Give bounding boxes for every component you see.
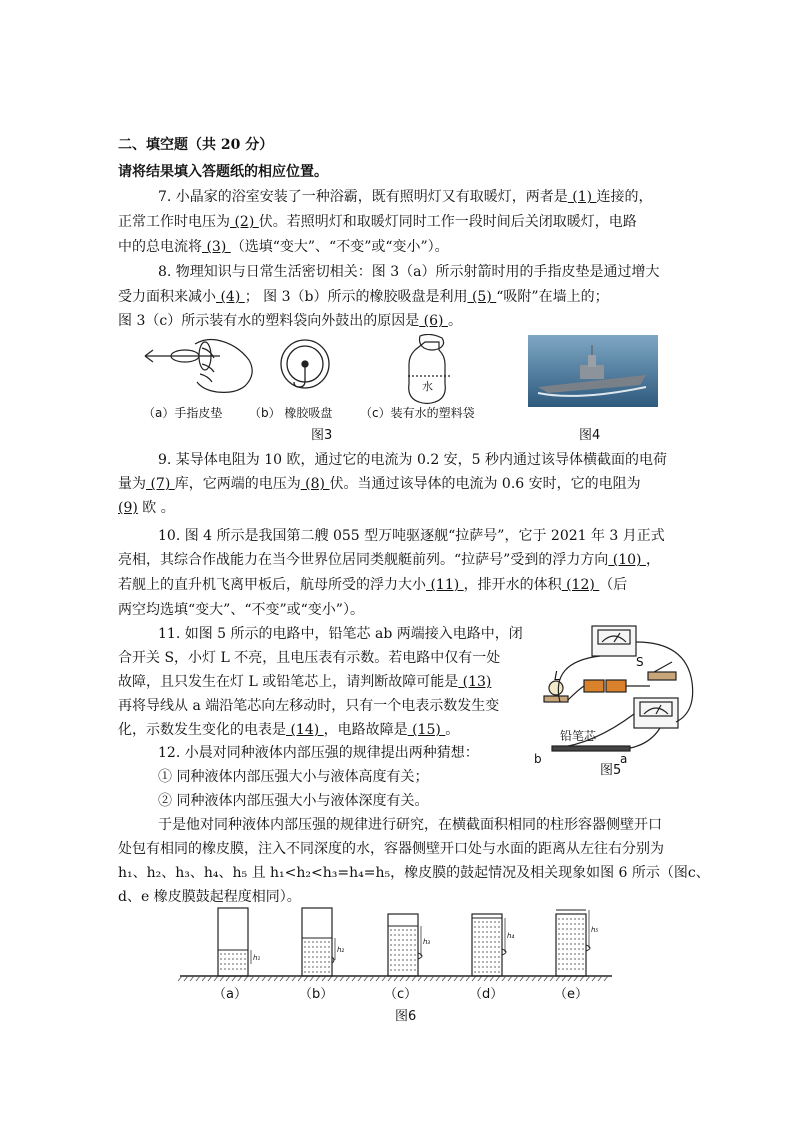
lamp-l	[544, 681, 568, 702]
hatch-mark	[442, 976, 446, 981]
q12-para3: h₁、h₂、h₃、h₄、h₅ 且 h₁<h₂<h₃=h₄=h₅，橡皮膜的鼓起情况及相关现象如图 6 所示（图c、	[118, 865, 710, 881]
q7-text: 连接的，	[596, 189, 653, 205]
q8-text: “吸附”在墙上的；	[496, 289, 609, 305]
figure-3-drawing	[140, 334, 510, 406]
container-2	[302, 908, 344, 976]
hatch-mark	[376, 976, 380, 981]
hatch-mark	[178, 976, 182, 981]
q9-line3	[118, 499, 175, 517]
ground-hatching	[178, 976, 608, 981]
voltmeter-top	[592, 626, 636, 656]
lamp-label: L	[554, 669, 561, 683]
hatch-mark	[226, 976, 230, 981]
q10-text: 若舰上的直升机飞离甲板后，航母所受的浮力大小	[118, 577, 426, 593]
answer-blank-5[interactable]: (5)	[467, 289, 497, 305]
rubber-membrane	[418, 953, 422, 959]
fig3-caption-b: （b） 橡胶吸盘	[249, 406, 333, 420]
container-1	[218, 908, 260, 976]
q10-text: ，排开水的体积	[463, 577, 562, 593]
q11-line1: 11. 如图 5 所示的电路中，铅笔芯 ab 两端接入电路中，闭	[158, 626, 523, 642]
hatch-mark	[328, 976, 332, 981]
q7-line3	[118, 238, 449, 256]
end-a-label: a	[620, 752, 628, 766]
hatch-mark	[262, 976, 266, 981]
q7-text: 正常工作时电压为	[118, 214, 230, 230]
answer-blank-6[interactable]: (6)	[419, 313, 448, 329]
depth-label-h5: h₅	[591, 926, 599, 934]
water-bag-drawing	[408, 334, 450, 403]
answer-blank-14[interactable]: (14)	[286, 722, 324, 738]
destroyer-photo	[528, 335, 658, 407]
q11-text: 。	[445, 722, 460, 738]
depth-label-h1: h₁	[253, 954, 261, 962]
pencil-lead	[552, 746, 630, 751]
q10-line2	[118, 551, 660, 569]
q10-text: ，	[645, 552, 660, 568]
hatch-mark	[568, 976, 572, 981]
answer-blank-2[interactable]: (2)	[230, 214, 259, 230]
hatch-mark	[424, 976, 428, 981]
answer-blank-15[interactable]: (15)	[407, 722, 446, 738]
hatch-mark	[286, 976, 290, 981]
finger-pad-drawing	[145, 340, 252, 393]
hatch-mark	[208, 976, 212, 981]
hatch-mark	[220, 976, 224, 981]
hatch-mark	[592, 976, 596, 981]
hatch-mark	[418, 976, 422, 981]
fig3-caption-c: （c）装有水的塑料袋	[360, 406, 475, 420]
q9-line1: 9. 某导体电阻为 10 欧，通过它的电流为 0.2 安，5 秒内通过该导体横截面的电荷	[158, 452, 668, 468]
water-label: 水	[422, 380, 433, 393]
answer-blank-8[interactable]: (8)	[300, 476, 330, 492]
figure-5-circuit	[530, 622, 700, 772]
hatch-mark	[550, 976, 554, 981]
depth-label-h4: h₄	[507, 932, 515, 940]
fig6-caption-d: （d）	[469, 987, 504, 1002]
answer-blank-3[interactable]: (3)	[202, 239, 231, 255]
hatch-mark	[334, 976, 338, 981]
hatch-mark	[412, 976, 416, 981]
hatch-mark	[484, 976, 488, 981]
hatch-mark	[556, 976, 560, 981]
hatch-mark	[340, 976, 344, 981]
q11-line5	[118, 721, 459, 739]
hatch-mark	[586, 976, 590, 981]
battery	[584, 680, 626, 692]
q10-line4: 两空均选填“变大”、“不变”或“变小”）。	[118, 602, 364, 618]
q8-line3	[118, 312, 462, 330]
hatch-mark	[460, 976, 464, 981]
fig4-label: 图4	[579, 428, 601, 443]
q10-line1: 10. 图 4 所示是我国第二艘 055 型万吨驱逐舰“拉萨号”，它于 2021 年 3 月正式	[158, 528, 665, 544]
answer-blank-4[interactable]: (4)	[216, 289, 245, 305]
q8-text: 受力面积来减小	[118, 289, 216, 305]
hatch-mark	[598, 976, 602, 981]
q8-text: ； 图 3（b）所示的橡胶吸盘是利用	[244, 289, 468, 305]
q8-text: 图 3（c）所示装有水的塑料袋向外鼓出的原因是	[118, 313, 420, 329]
fig6-caption-e: （e）	[554, 987, 588, 1002]
hatch-mark	[382, 976, 386, 981]
q11-line3	[118, 673, 491, 691]
hatch-mark	[352, 976, 356, 981]
hatch-mark	[274, 976, 278, 981]
q7-line2	[118, 213, 637, 231]
hatch-mark	[400, 976, 404, 981]
hatch-mark	[244, 976, 248, 981]
rubber-membrane	[502, 949, 506, 955]
q12-para2: 处包有相同的橡皮膜，注入不同深度的水，容器侧壁开口处与水面的距离从左往右分别为	[118, 841, 664, 857]
pencil-label: 铅笔芯	[560, 729, 597, 743]
switch-s	[648, 662, 676, 680]
fig6-caption-c: （c）	[384, 987, 418, 1002]
hatch-mark	[304, 976, 308, 981]
hatch-mark	[250, 976, 254, 981]
hatch-mark	[232, 976, 236, 981]
hatch-mark	[430, 976, 434, 981]
hatch-mark	[388, 976, 392, 981]
fig6-caption-a: （a）	[213, 987, 247, 1002]
hatch-mark	[364, 976, 368, 981]
q11-text: ，电路故障是	[323, 722, 408, 738]
q11-text: 故障，且只发生在灯 L 或铅笔芯上，请判断故障可能是	[118, 674, 459, 690]
hatch-mark	[268, 976, 272, 981]
q9-text: 量为	[118, 476, 146, 492]
q7-text: 伏。若照明灯和取暖灯同时工作一段时间后关闭取暖灯，电路	[258, 214, 637, 230]
hatch-mark	[538, 976, 542, 981]
container-wall	[218, 908, 248, 976]
answer-blank-12[interactable]: (12)	[561, 577, 600, 593]
end-b-label: b	[534, 752, 542, 766]
hatch-mark	[394, 976, 398, 981]
hatch-mark	[310, 976, 314, 981]
section-title: 二、填空题（共 20 分）	[118, 137, 274, 153]
depth-label-h2: h₂	[337, 946, 345, 954]
q12-guess1: ① 同种液体内部压强大小与液体高度有关；	[158, 769, 429, 785]
q10-text: （后	[599, 577, 628, 593]
ammeter-bottom	[634, 698, 678, 728]
figure-6-containers	[176, 904, 616, 986]
q8-text: 。	[447, 313, 462, 329]
container-5	[556, 910, 598, 976]
hatch-mark	[292, 976, 296, 981]
answer-blank-1[interactable]: (1)	[567, 189, 597, 205]
q12-line1: 12. 小晨对同种液体内部压强的规律提出两种猜想：	[158, 745, 479, 761]
hatch-mark	[526, 976, 530, 981]
hatch-mark	[436, 976, 440, 981]
hatch-mark	[466, 976, 470, 981]
q11-line2: 合开关 S，小灯 L 不亮，且电压表有示数。若电路中仅有一处	[118, 650, 501, 666]
hatch-mark	[298, 976, 302, 981]
hatch-mark	[514, 976, 518, 981]
q7-text: （选填“变大”、“不变”或“变小”）。	[230, 239, 449, 255]
q9-text: 欧 。	[142, 500, 175, 516]
fig3-label: 图3	[311, 428, 333, 443]
answer-blank-13[interactable]: (13)	[458, 674, 492, 690]
hatch-mark	[256, 976, 260, 981]
q11-text: 化，示数发生变化的电表是	[118, 722, 286, 738]
hatch-mark	[496, 976, 500, 981]
answer-blank-9[interactable]: (9)	[118, 500, 138, 516]
suction-cup-drawing	[281, 340, 329, 388]
answer-blank-7[interactable]: (7)	[146, 476, 175, 492]
hatch-mark	[358, 976, 362, 981]
hatch-mark	[580, 976, 584, 981]
hatch-mark	[520, 976, 524, 981]
q10-line3	[118, 576, 627, 594]
switch-label: S	[636, 655, 644, 669]
fig3-caption-a: （a）手指皮垫	[143, 406, 223, 420]
container-wall	[556, 914, 586, 976]
q7-line1	[158, 188, 653, 206]
hatch-mark	[184, 976, 188, 981]
hatch-mark	[316, 976, 320, 981]
hatch-mark	[472, 976, 476, 981]
container-4	[472, 914, 514, 976]
hatch-mark	[448, 976, 452, 981]
q8-line2	[118, 288, 609, 306]
q9-text: 库，它两端的电压为	[174, 476, 301, 492]
depth-label-h3: h₃	[423, 938, 431, 946]
hatch-mark	[214, 976, 218, 981]
hatch-mark	[238, 976, 242, 981]
q12-para4: d、e 橡皮膜鼓起程度相同）。	[118, 889, 301, 905]
instruction: 请将结果填入答题纸的相应位置。	[118, 164, 328, 180]
q12-guess2: ② 同种液体内部压强大小与液体深度有关。	[158, 793, 429, 809]
hatch-mark	[406, 976, 410, 981]
hatch-mark	[574, 976, 578, 981]
fig5-label: 图5	[600, 763, 622, 778]
hatch-mark	[322, 976, 326, 981]
fig6-label: 图6	[395, 1009, 417, 1024]
answer-blank-11[interactable]: (11)	[426, 577, 464, 593]
q8-line1: 8. 物理知识与日常生活密切相关：图 3（a）所示射箭时用的手指皮垫是通过增大	[158, 264, 660, 280]
hatch-mark	[190, 976, 194, 981]
fig6-caption-b: （b）	[299, 987, 334, 1002]
hatch-mark	[196, 976, 200, 981]
hatch-mark	[280, 976, 284, 981]
q7-text: 中的总电流将	[118, 239, 202, 255]
q9-line2	[118, 475, 641, 493]
hatch-mark	[508, 976, 512, 981]
hatch-mark	[544, 976, 548, 981]
hatch-mark	[532, 976, 536, 981]
q12-para1: 于是他对同种液体内部压强的规律进行研究，在横截面积相同的柱形容器侧壁开口	[158, 817, 662, 833]
hatch-mark	[478, 976, 482, 981]
container-3	[388, 914, 430, 976]
hatch-mark	[490, 976, 494, 981]
hatch-mark	[502, 976, 506, 981]
answer-blank-10[interactable]: (10)	[608, 552, 646, 568]
hatch-mark	[202, 976, 206, 981]
hatch-mark	[370, 976, 374, 981]
q7-text: 7. 小晶家的浴室安装了一种浴霸，既有照明灯又有取暖灯，两者是	[158, 189, 568, 205]
hatch-mark	[454, 976, 458, 981]
hatch-mark	[346, 976, 350, 981]
hatch-mark	[604, 976, 608, 981]
hatch-mark	[562, 976, 566, 981]
q9-text: 伏。当通过该导体的电流为 0.6 安时，它的电阻为	[329, 476, 641, 492]
q10-text: 亮相，其综合作战能力在当今世界位居同类舰艇前列。“拉萨号”受到的浮力方向	[118, 552, 609, 568]
q11-line4: 再将导线从 a 端沿笔芯向左移动时，只有一个电表示数发生变	[118, 698, 500, 714]
